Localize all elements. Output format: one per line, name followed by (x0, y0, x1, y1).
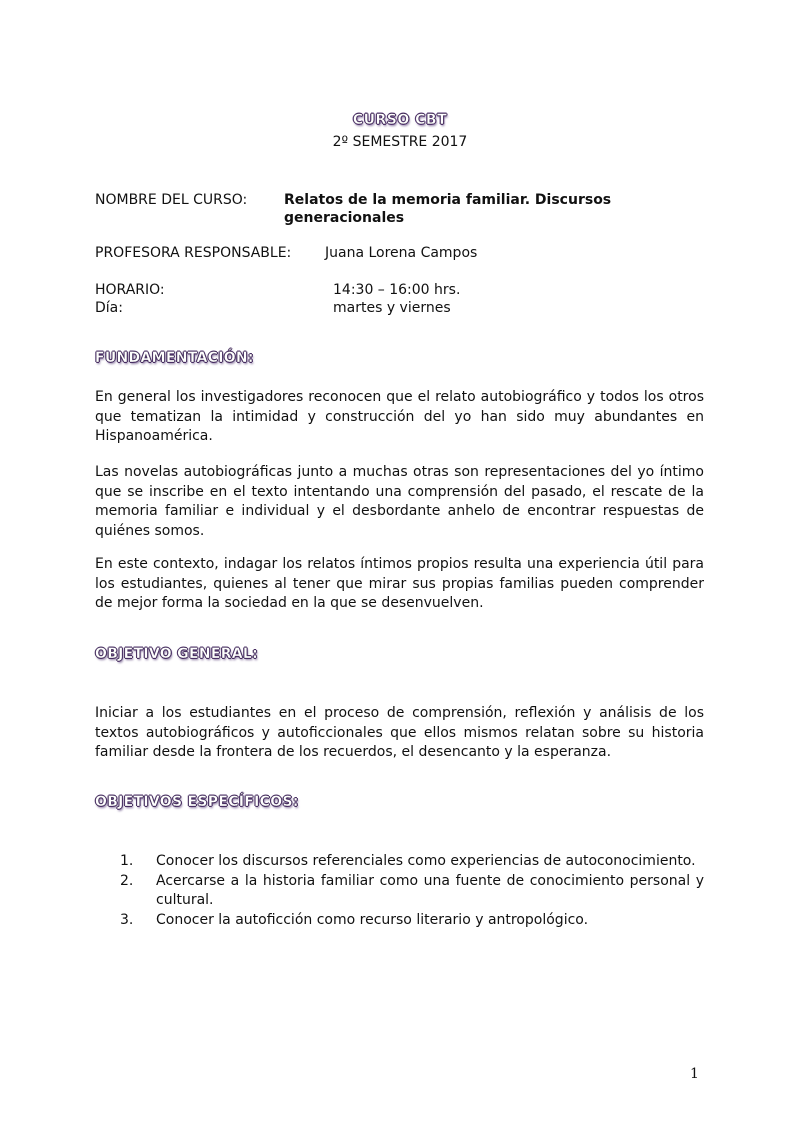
schedule-label: HORARIO: (95, 282, 165, 298)
objetivo-general-heading: OBJETIVO GENERAL: (95, 646, 259, 662)
list-item-number: 1. (120, 853, 134, 869)
objetivos-especificos-list (120, 852, 704, 930)
fundamentacion-paragraph-2: Las novelas autobiográficas junto a muchas otras son representaciones del yo íntimo que se inscribe en el texto intentando una comprensión del pasado, el rescate de la memoria familiar e individual y el desbordante anhelo de encontrar respuestas de quiénes somos. (95, 464, 704, 539)
schedule-value: 14:30 – 16:00 hrs. (333, 282, 461, 298)
list-item-text: Acercarse a la historia familiar como una fuente de conocimiento personal y cultural. (156, 872, 704, 908)
fundamentacion-paragraph-3: En este contexto, indagar los relatos íntimos propios resulta una experiencia útil para los estudiantes, quienes al tener que mirar sus propias familias pueden comprender de mejor forma la sociedad en la que se desenvuelven. (95, 556, 704, 611)
fundamentacion-heading: FUNDAMENTACIÓN: (95, 350, 254, 366)
list-item (120, 872, 704, 911)
list-item-number: 2. (120, 872, 134, 889)
course-name-value-line2: generacionales (284, 210, 405, 226)
list-item-text: Conocer la autoficción como recurso literario y antropológico. (156, 911, 589, 928)
objetivos-especificos-heading: OBJETIVOS ESPECÍFICOS: (95, 794, 299, 810)
professor-value: Juana Lorena Campos (325, 245, 478, 261)
day-label: Día: (95, 300, 123, 316)
list-item-text: Conocer los discursos referenciales como experiencias de autoconocimiento. (156, 853, 696, 869)
list-item (120, 852, 704, 872)
document-semester: 2º SEMESTRE 2017 (332, 134, 468, 150)
page-number: 1 (690, 1066, 699, 1082)
fundamentacion-paragraph-1: En general los investigadores reconocen que el relato autobiográfico y todos los otros que tematizan la intimidad y construcción del yo han sido muy abundantes en Hispanoamérica. (95, 389, 704, 444)
list-item (120, 911, 704, 931)
course-name-label: NOMBRE DEL CURSO: (95, 192, 248, 208)
document-title: CURSO CBT (352, 112, 448, 128)
professor-label: PROFESORA RESPONSABLE: (95, 245, 292, 261)
day-value: martes y viernes (333, 300, 451, 316)
course-name-value-line1: Relatos de la memoria familiar. Discursos (284, 192, 612, 208)
list-item-number: 3. (120, 911, 134, 928)
objetivo-general-paragraph: Iniciar a los estudiantes en el proceso de comprensión, reflexión y análisis de los textos autobiográficos y autoficcionales que ellos mismos relatan sobre su historia familiar desde la frontera de los recuerdos, el desencanto y la esperanza. (95, 705, 704, 760)
